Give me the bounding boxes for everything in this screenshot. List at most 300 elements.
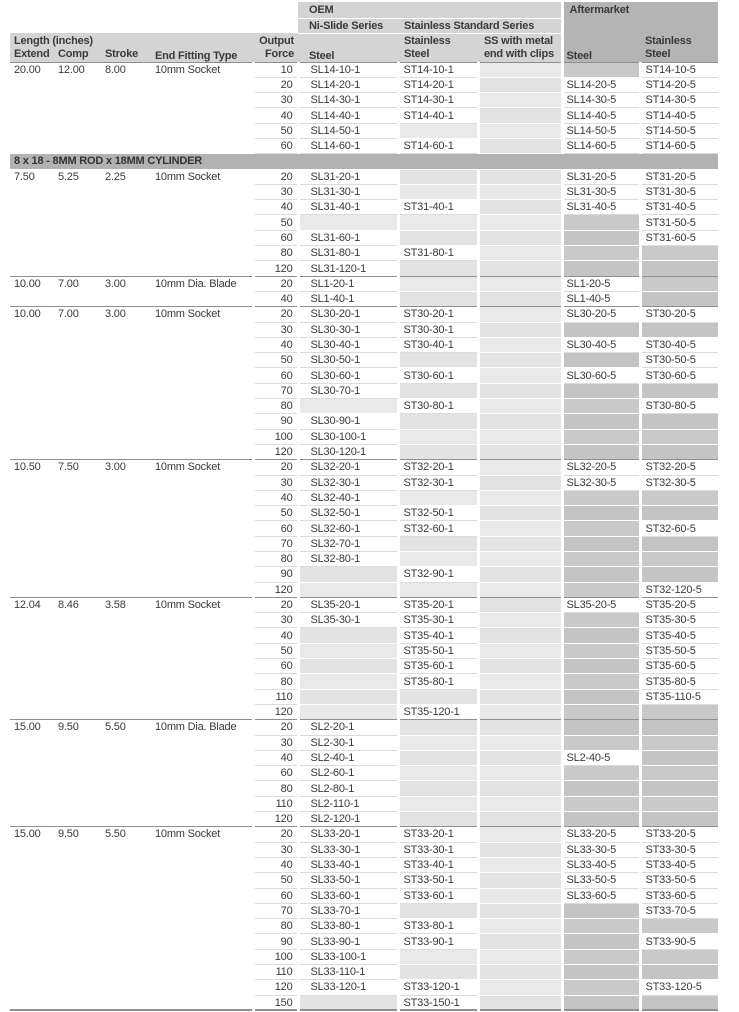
table-row (10, 781, 718, 796)
cell-empty (640, 444, 718, 459)
cell-oem-steel: SL2-20-1 (298, 720, 398, 735)
cell-comp (55, 888, 100, 903)
cell-end-fitting: 10mm Dia. Blade (150, 276, 253, 291)
cell-end-fitting (150, 123, 253, 138)
cell-end-fitting (150, 93, 253, 108)
table-row (10, 674, 718, 689)
cell-end-fitting (150, 506, 253, 521)
table-row (10, 965, 718, 980)
cell-stroke (100, 444, 150, 459)
cell-comp (55, 643, 100, 658)
cell-extend (10, 322, 55, 337)
cell-stroke (100, 796, 150, 811)
cell-empty (398, 169, 478, 184)
cell-oem-stainless: ST14-30-1 (398, 93, 478, 108)
cell-oem-stainless: ST32-30-1 (398, 475, 478, 490)
cell-oem-stainless: ST33-60-1 (398, 888, 478, 903)
cell-empty (398, 414, 478, 429)
cell-extend (10, 857, 55, 872)
cell-output-force: 110 (253, 965, 298, 980)
cell-comp (55, 781, 100, 796)
cell-empty (640, 383, 718, 398)
cell-empty (478, 429, 562, 444)
cell-stroke (100, 383, 150, 398)
cell-output-force: 50 (253, 353, 298, 368)
cell-empty (478, 919, 562, 934)
cell-empty (562, 949, 640, 964)
cell-oem-stainless: ST33-50-1 (398, 873, 478, 888)
cell-empty (478, 766, 562, 781)
cell-empty (478, 399, 562, 414)
cell-empty (398, 184, 478, 199)
cell-extend (10, 995, 55, 1010)
cell-comp (55, 582, 100, 597)
cell-end-fitting (150, 873, 253, 888)
cell-extend (10, 873, 55, 888)
cell-am-stainless: ST35-110-5 (640, 689, 718, 704)
cell-oem-steel: SL35-30-1 (298, 613, 398, 628)
cell-am-steel: SL33-50-5 (562, 873, 640, 888)
cell-empty (478, 827, 562, 842)
table-row (10, 949, 718, 964)
cell-oem-steel: SL2-80-1 (298, 781, 398, 796)
cell-empty (398, 429, 478, 444)
cell-comp (55, 980, 100, 995)
cell-empty (640, 291, 718, 306)
cell-oem-steel: SL33-60-1 (298, 888, 398, 903)
cell-end-fitting (150, 414, 253, 429)
cell-empty (562, 383, 640, 398)
cell-empty (478, 750, 562, 765)
cell-end-fitting (150, 353, 253, 368)
cell-oem-steel: SL30-20-1 (298, 307, 398, 322)
cell-output-force: 50 (253, 123, 298, 138)
cell-empty (562, 536, 640, 551)
cell-oem-stainless: ST33-150-1 (398, 995, 478, 1010)
cell-am-steel: SL33-40-5 (562, 857, 640, 872)
cell-empty (398, 903, 478, 918)
table-row (10, 414, 718, 429)
cell-stroke: 3.00 (100, 307, 150, 322)
cell-stroke (100, 812, 150, 827)
table-row (10, 291, 718, 306)
cell-empty (562, 781, 640, 796)
cell-empty (640, 536, 718, 551)
cell-extend (10, 903, 55, 918)
cell-end-fitting: 10mm Socket (150, 827, 253, 842)
cell-stroke (100, 200, 150, 215)
cell-empty (640, 995, 718, 1010)
cell-empty (562, 980, 640, 995)
table-row (10, 215, 718, 230)
cell-end-fitting (150, 536, 253, 551)
cell-extend (10, 781, 55, 796)
cell-empty (562, 919, 640, 934)
cell-comp: 9.50 (55, 720, 100, 735)
cell-end-fitting (150, 475, 253, 490)
cell-output-force: 30 (253, 475, 298, 490)
cell-stroke (100, 108, 150, 123)
cell-comp (55, 704, 100, 719)
cell-empty (478, 307, 562, 322)
cell-empty (562, 689, 640, 704)
cell-comp (55, 215, 100, 230)
cell-stroke (100, 399, 150, 414)
cell-am-stainless: ST33-70-5 (640, 903, 718, 918)
cell-stroke (100, 552, 150, 567)
comp-column-header: Comp (58, 47, 89, 60)
cell-end-fitting (150, 735, 253, 750)
cell-oem-steel: SL14-10-1 (298, 62, 398, 77)
cell-stroke: 8.00 (100, 62, 150, 77)
cell-extend: 10.00 (10, 276, 55, 291)
cell-comp (55, 919, 100, 934)
table-row (10, 490, 718, 505)
cell-oem-steel: SL32-60-1 (298, 521, 398, 536)
cell-oem-steel: SL30-90-1 (298, 414, 398, 429)
cell-output-force: 70 (253, 383, 298, 398)
cell-empty (478, 965, 562, 980)
cell-comp (55, 796, 100, 811)
table-row (10, 261, 718, 276)
cell-comp: 9.50 (55, 827, 100, 842)
cell-end-fitting (150, 812, 253, 827)
cell-empty (478, 62, 562, 77)
cell-empty (478, 873, 562, 888)
cell-oem-stainless: ST14-40-1 (398, 108, 478, 123)
cell-empty (298, 399, 398, 414)
cell-oem-stainless: ST32-20-1 (398, 460, 478, 475)
cell-end-fitting: 10mm Socket (150, 307, 253, 322)
cell-empty (478, 200, 562, 215)
cell-comp (55, 322, 100, 337)
cell-output-force: 20 (253, 827, 298, 842)
cell-empty (640, 490, 718, 505)
cell-empty (398, 965, 478, 980)
cell-extend: 20.00 (10, 62, 55, 77)
cell-comp (55, 200, 100, 215)
cell-extend (10, 337, 55, 352)
cell-stroke (100, 490, 150, 505)
cell-oem-stainless: ST30-30-1 (398, 322, 478, 337)
table-row (10, 429, 718, 444)
cell-empty (640, 766, 718, 781)
cell-stroke: 3.00 (100, 460, 150, 475)
cell-empty (562, 903, 640, 918)
cell-comp (55, 750, 100, 765)
header-group-row (10, 2, 718, 18)
cell-end-fitting (150, 628, 253, 643)
cell-stroke: 2.25 (100, 169, 150, 184)
cell-empty (398, 796, 478, 811)
cell-empty (562, 628, 640, 643)
cell-empty (478, 888, 562, 903)
cell-comp (55, 246, 100, 261)
cell-oem-stainless: ST35-50-1 (398, 643, 478, 658)
cell-empty (640, 322, 718, 337)
cell-end-fitting (150, 261, 253, 276)
cell-empty (478, 857, 562, 872)
cell-comp (55, 812, 100, 827)
cell-output-force: 40 (253, 857, 298, 872)
cell-am-stainless: ST35-80-5 (640, 674, 718, 689)
oem-group-header: OEM (298, 2, 562, 18)
cell-empty (398, 766, 478, 781)
cell-output-force: 90 (253, 414, 298, 429)
cell-empty (562, 766, 640, 781)
table-row (10, 460, 718, 475)
cell-output-force: 40 (253, 490, 298, 505)
cell-empty (562, 674, 640, 689)
cell-empty (478, 184, 562, 199)
cell-empty (478, 123, 562, 138)
table-row (10, 597, 718, 612)
cell-oem-steel: SL33-90-1 (298, 934, 398, 949)
cell-empty (562, 643, 640, 658)
cell-am-stainless: ST14-20-5 (640, 77, 718, 92)
cell-end-fitting (150, 567, 253, 582)
cell-output-force: 70 (253, 536, 298, 551)
cell-empty (298, 628, 398, 643)
cell-empty (478, 353, 562, 368)
cell-extend (10, 919, 55, 934)
cell-output-force: 30 (253, 93, 298, 108)
cell-end-fitting (150, 399, 253, 414)
cell-output-force: 110 (253, 796, 298, 811)
cell-output-force: 60 (253, 766, 298, 781)
table-row (10, 108, 718, 123)
cell-am-steel: SL33-60-5 (562, 888, 640, 903)
cell-end-fitting (150, 750, 253, 765)
cell-am-stainless: ST35-50-5 (640, 643, 718, 658)
cell-empty (562, 812, 640, 827)
cell-empty (640, 720, 718, 735)
cell-empty (478, 261, 562, 276)
cell-stroke (100, 949, 150, 964)
table-row (10, 812, 718, 827)
cell-oem-stainless: ST14-10-1 (398, 62, 478, 77)
cell-comp (55, 628, 100, 643)
cell-comp (55, 138, 100, 153)
cell-extend (10, 246, 55, 261)
table-row (10, 888, 718, 903)
cell-extend: 15.00 (10, 827, 55, 842)
cell-stroke (100, 582, 150, 597)
stroke-column-header: Stroke (105, 47, 139, 60)
cell-empty (398, 230, 478, 245)
cell-oem-steel: SL31-80-1 (298, 246, 398, 261)
cell-end-fitting (150, 689, 253, 704)
cell-output-force: 40 (253, 108, 298, 123)
cell-end-fitting (150, 337, 253, 352)
cell-stroke (100, 353, 150, 368)
cell-empty (562, 399, 640, 414)
cell-oem-steel: SL2-30-1 (298, 735, 398, 750)
cell-empty (562, 353, 640, 368)
cell-comp (55, 857, 100, 872)
cell-comp (55, 659, 100, 674)
cell-end-fitting (150, 995, 253, 1010)
cell-comp: 7.50 (55, 460, 100, 475)
cell-output-force: 20 (253, 77, 298, 92)
cell-empty (640, 812, 718, 827)
cell-empty (640, 261, 718, 276)
cell-empty (478, 414, 562, 429)
cell-empty (398, 123, 478, 138)
cell-empty (478, 781, 562, 796)
cell-extend (10, 261, 55, 276)
table-row (10, 613, 718, 628)
cell-end-fitting: 10mm Socket (150, 460, 253, 475)
cell-empty (478, 475, 562, 490)
cell-extend (10, 123, 55, 138)
cell-oem-steel: SL31-20-1 (298, 169, 398, 184)
cell-output-force: 100 (253, 429, 298, 444)
aftermarket-steel-column-header: Steel (562, 33, 640, 62)
cell-end-fitting: 10mm Socket (150, 169, 253, 184)
cell-stroke: 5.50 (100, 720, 150, 735)
cell-oem-stainless: ST32-90-1 (398, 567, 478, 582)
table-row (10, 628, 718, 643)
cell-empty (562, 720, 640, 735)
cell-comp: 5.25 (55, 169, 100, 184)
cell-empty (298, 689, 398, 704)
table-row (10, 93, 718, 108)
cell-oem-stainless: ST30-80-1 (398, 399, 478, 414)
cell-empty (398, 750, 478, 765)
cell-output-force: 20 (253, 597, 298, 612)
table-row (10, 552, 718, 567)
cell-am-stainless: ST33-120-5 (640, 980, 718, 995)
cell-comp (55, 184, 100, 199)
cell-stroke (100, 475, 150, 490)
cell-empty (562, 414, 640, 429)
cell-oem-steel: SL30-60-1 (298, 368, 398, 383)
cell-empty (562, 246, 640, 261)
cell-stroke: 5.50 (100, 827, 150, 842)
cell-oem-steel: SL1-20-1 (298, 276, 398, 291)
cell-stroke (100, 246, 150, 261)
cell-end-fitting (150, 368, 253, 383)
cell-am-stainless: ST33-90-5 (640, 934, 718, 949)
cell-comp (55, 842, 100, 857)
cell-stroke (100, 965, 150, 980)
cell-output-force: 50 (253, 215, 298, 230)
cell-output-force: 50 (253, 873, 298, 888)
cell-stroke (100, 857, 150, 872)
cell-comp (55, 995, 100, 1010)
cell-empty (640, 949, 718, 964)
cell-empty (640, 567, 718, 582)
cell-stroke (100, 414, 150, 429)
table-row (10, 903, 718, 918)
cell-empty (478, 934, 562, 949)
cell-empty (478, 215, 562, 230)
cell-extend (10, 674, 55, 689)
cell-extend (10, 475, 55, 490)
cell-empty (478, 93, 562, 108)
cell-empty (298, 704, 398, 719)
cell-am-stainless: ST32-120-5 (640, 582, 718, 597)
cell-empty (562, 62, 640, 77)
cell-am-stainless: ST14-60-5 (640, 138, 718, 153)
cell-stroke (100, 659, 150, 674)
table-row (10, 62, 718, 77)
cell-stroke: 3.00 (100, 276, 150, 291)
table-row (10, 536, 718, 551)
cell-comp (55, 230, 100, 245)
cell-stroke (100, 735, 150, 750)
cell-end-fitting (150, 108, 253, 123)
cell-comp (55, 429, 100, 444)
cell-empty (562, 506, 640, 521)
cell-extend (10, 689, 55, 704)
cell-end-fitting (150, 230, 253, 245)
cell-output-force: 30 (253, 322, 298, 337)
cell-comp (55, 93, 100, 108)
cell-empty (640, 429, 718, 444)
cell-stroke (100, 429, 150, 444)
cell-oem-steel: SL2-60-1 (298, 766, 398, 781)
cell-am-steel: SL14-20-5 (562, 77, 640, 92)
cell-empty (562, 796, 640, 811)
cell-oem-steel: SL14-60-1 (298, 138, 398, 153)
cell-end-fitting (150, 704, 253, 719)
cell-extend (10, 138, 55, 153)
cell-am-stainless: ST35-60-5 (640, 659, 718, 674)
section-header: 8 x 18 - 8MM ROD x 18MM CYLINDER (10, 154, 718, 169)
cell-stroke (100, 215, 150, 230)
table-row (10, 506, 718, 521)
table-row (10, 444, 718, 459)
cell-empty (398, 949, 478, 964)
cell-end-fitting (150, 521, 253, 536)
cell-stroke (100, 842, 150, 857)
cell-stroke (100, 567, 150, 582)
cell-empty (478, 689, 562, 704)
cell-am-steel: SL33-20-5 (562, 827, 640, 842)
cell-empty (562, 215, 640, 230)
cell-extend (10, 766, 55, 781)
ss-clips-column-header: SS with metal end with clips (478, 33, 562, 62)
cell-stroke (100, 138, 150, 153)
cell-am-stainless: ST35-40-5 (640, 628, 718, 643)
cell-end-fitting (150, 857, 253, 872)
cell-empty (478, 613, 562, 628)
cell-comp (55, 965, 100, 980)
cell-oem-stainless: ST35-120-1 (398, 704, 478, 719)
cell-oem-steel: SL32-20-1 (298, 460, 398, 475)
table-row (10, 704, 718, 719)
cell-extend (10, 184, 55, 199)
cell-oem-steel: SL32-30-1 (298, 475, 398, 490)
cell-extend (10, 643, 55, 658)
cell-stroke (100, 704, 150, 719)
cell-end-fitting (150, 766, 253, 781)
cell-empty (562, 261, 640, 276)
cell-output-force: 60 (253, 888, 298, 903)
cell-comp (55, 414, 100, 429)
cell-stroke (100, 123, 150, 138)
cell-output-force: 120 (253, 980, 298, 995)
cell-end-fitting (150, 613, 253, 628)
cell-stroke (100, 536, 150, 551)
cell-oem-stainless: ST30-20-1 (398, 307, 478, 322)
cell-extend (10, 444, 55, 459)
cell-empty (478, 628, 562, 643)
cell-empty (478, 138, 562, 153)
cell-empty (298, 582, 398, 597)
